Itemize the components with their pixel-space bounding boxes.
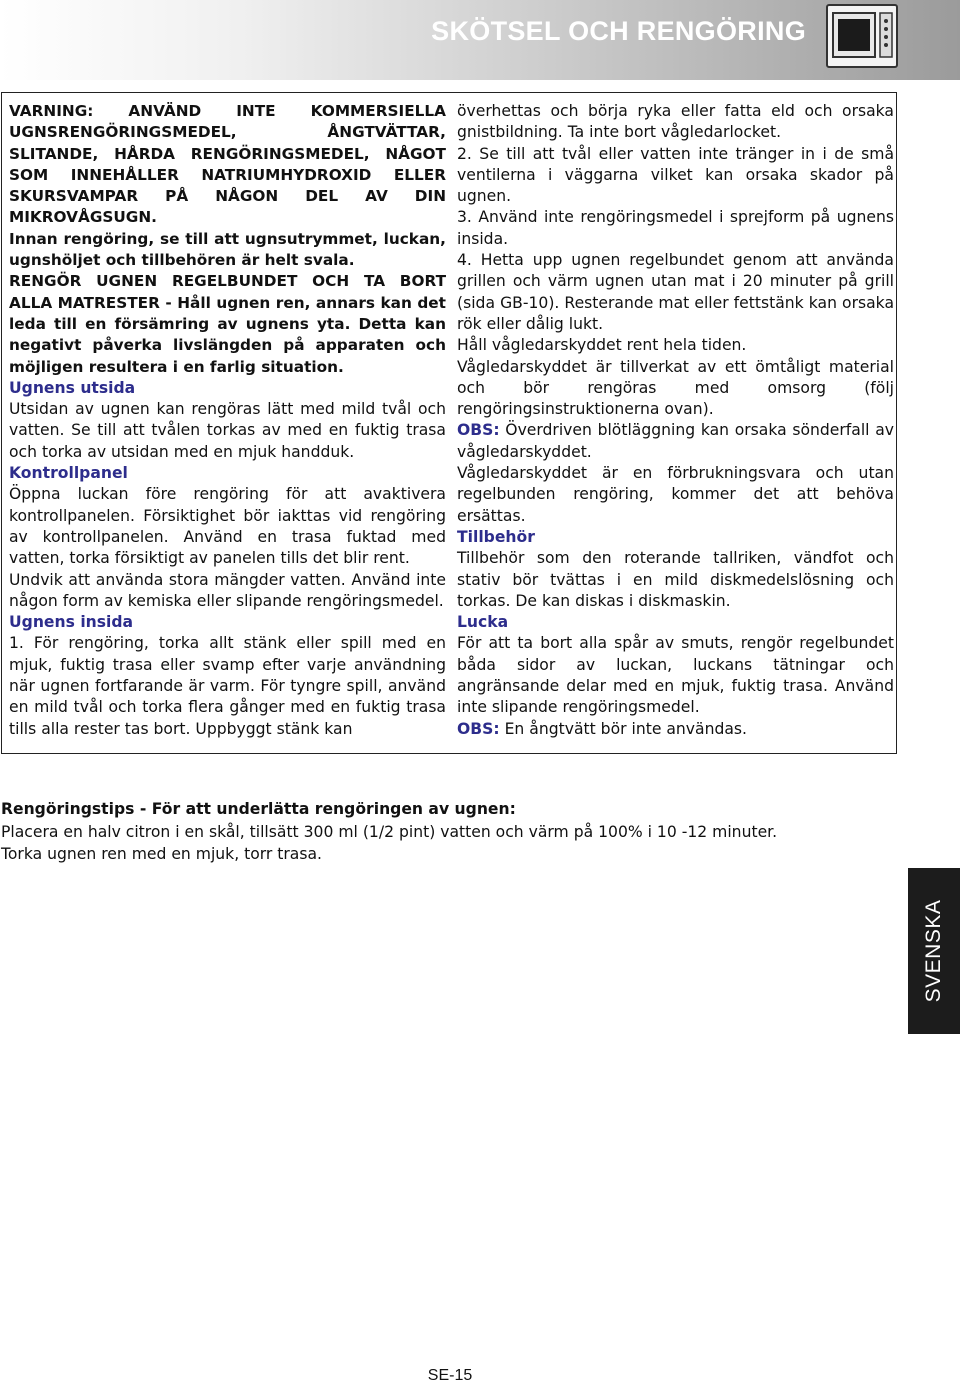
text-inside-item-2: 2. Se till att tvål eller vatten inte tränger in i de små ventilerna i väggarna vilket kan orsaka skador på ugnen. xyxy=(457,144,894,206)
language-tab xyxy=(908,868,960,1034)
warning-clean-regularly: RENGÖR UGNEN REGELBUNDET OCH TA BORT ALLA MATRESTER - Håll ugnen ren, annars kan det leda till en försämring av ugnens yta. Detta kan negativt påverka livslängden på apparaten och möjligen resultera i en farlig situation. xyxy=(9,272,446,376)
obs-steam-text: En ångtvätt bör inte användas. xyxy=(499,719,748,738)
cleaning-tips-line-1: Placera en halv citron i en skål, tillsätt 300 ml (1/2 pint) vatten och värm på 100% i 10 -12 minuter. xyxy=(1,822,778,841)
page-number: SE-15 xyxy=(427,1367,473,1384)
warning-commercial-cleaners: VARNING: ANVÄND INTE KOMMERSIELLA UGNSRENGÖRINGSMEDEL, ÅNGTVÄTTAR, SLITANDE, HÅRDA RENGÖRINGSMEDEL, NÅGOT SOM INNEHÅLLER NATRIUMHYDROXID ELLER SKURSVAMPAR PÅ NÅGON DEL AV DIN MIKROVÅGSUGN. xyxy=(9,102,446,227)
text-inside-item-4: 4. Hetta upp ugnen regelbundet genom att använda grillen och värm ugnen utan mat i 20 minuter på grill (sida GB-10). Resterande mat eller fettstänk kan orsaka rök eller dålig lukt. xyxy=(457,251,894,333)
microwave-oven-icon xyxy=(826,4,898,68)
heading-accessories: Tillbehör xyxy=(457,527,535,546)
cleaning-tips-line-2: Torka ugnen ren med en mjuk, torr trasa. xyxy=(1,845,322,863)
obs-label: OBS: xyxy=(457,719,500,738)
obs-soaking-note xyxy=(457,420,894,463)
heading-outside: Ugnens utsida xyxy=(9,378,136,397)
left-column xyxy=(9,101,446,740)
right-column xyxy=(457,101,894,740)
obs-steam-note xyxy=(457,719,894,740)
text-waveguide-2: Vågledarskyddet är tillverkat av ett ömtåligt material och bör rengöras med omsorg (följ rengöringsinstruktionerna ovan). xyxy=(457,357,894,419)
text-outside: Utsidan av ugnen kan rengöras lätt med mild tvål och vatten. Se till att tvålen torkas av med en fuktig trasa och torka av utsidan med en mjuk handduk. xyxy=(9,400,446,461)
page-title: SKÖTSEL OCH RENGÖRING xyxy=(431,16,806,46)
heading-inside: Ugnens insida xyxy=(9,613,134,632)
text-inside-item-3: 3. Använd inte rengöringsmedel i sprejform på ugnens insida. xyxy=(457,208,894,248)
cleaning-tips-title: Rengöringstips - För att underlätta rengöringen av ugnen: xyxy=(1,800,516,818)
text-control-panel-2: Undvik att använda stora mängder vatten. Använd inte någon form av kemiska eller slipande rengöringsmedel. xyxy=(9,570,446,610)
text-waveguide-1: Håll vågledarskyddet rent hela tiden. xyxy=(457,336,747,355)
obs-soaking-text: Överdriven blötläggning kan orsaka sönderfall av vågledarskyddet. xyxy=(457,421,894,461)
text-control-panel-1: Öppna luckan före rengöring för att avaktivera kontrollpanelen. Försiktighet bör iakttas vid rengöring av kontrollpanelen. Använd en trasa fuktad med vatten, torka försiktigt av panelen tills det blir rent. xyxy=(9,485,446,568)
heading-control-panel: Kontrollpanel xyxy=(9,464,128,483)
cleaning-tips xyxy=(1,798,901,866)
text-door: För att ta bort alla spår av smuts, rengör regelbundet båda sidor av luckan, luckans tätningar och angränsande delar med en mjuk, fuktig trasa. Använd inte slipande rengöringsmedel. xyxy=(457,634,894,717)
text-inside-item-1: 1. För rengöring, torka allt stänk eller spill med en mjuk, fuktig trasa eller svamp efter varje användning när ugnen fortfarande är varm. För tyngre spill, använd en mild tvål och torka flera gånger med en fuktig trasa tills alla rester tas bort. Uppbyggt stänk kan xyxy=(9,634,446,738)
language-tab-label: SVENSKA xyxy=(922,899,945,1003)
text-accessories: Tillbehör som den roterande tallriken, vändfot och stativ bör tvättas i en mild diskmedelslösning och torkas. De kan diskas i diskmaskin. xyxy=(457,549,894,610)
content-box xyxy=(1,92,897,754)
text-inside-continued: överhettas och börja ryka eller fatta eld och orsaka gnistbildning. Ta inte bort vågledarlocket. xyxy=(457,102,894,142)
heading-door: Lucka xyxy=(457,613,509,632)
obs-label: OBS: xyxy=(457,421,500,440)
text-waveguide-3: Vågledarskyddet är en förbrukningsvara och utan regelbunden rengöring, kommer det att behöva ersättas. xyxy=(457,464,894,525)
warning-cool-before-cleaning: Innan rengöring, se till att ugnsutrymmet, luckan, ugnshöljet och tillbehören är helt svala. xyxy=(9,229,446,270)
